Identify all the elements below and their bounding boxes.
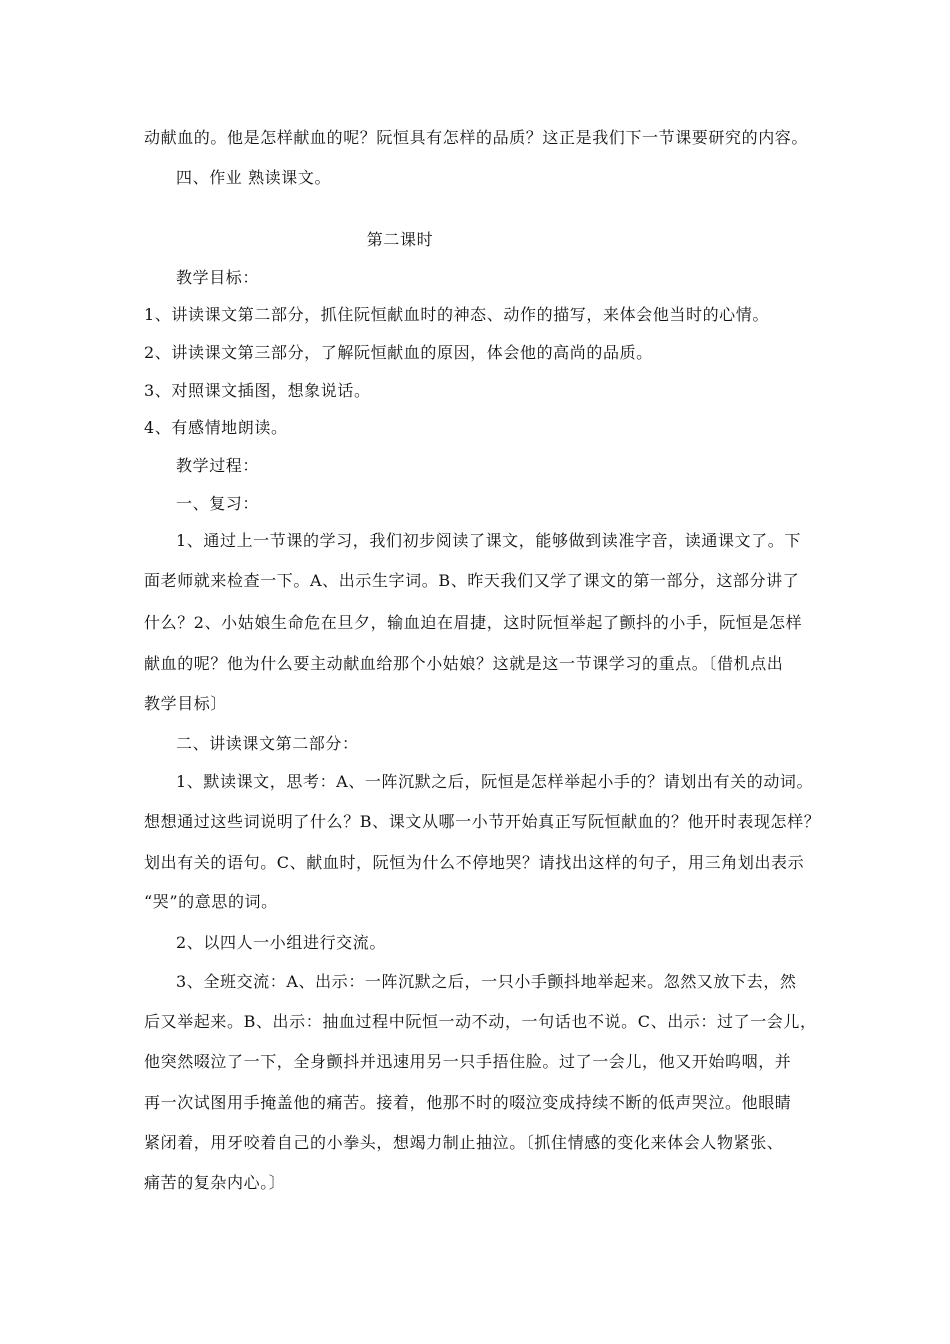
paragraph-line: 痛苦的复杂内心。〕 <box>144 1173 286 1192</box>
paragraph-line: 想想通过这些词说明了什么？B、课文从哪一小节开始真正写阮恒献血的？他开时表现怎样？ <box>144 812 821 831</box>
paragraph-line: 动献血的。他是怎样献血的呢？阮恒具有怎样的品质？这正是我们下一节课要研究的内容。 <box>144 128 809 147</box>
paragraph-line: 1、通过上一节课的学习，我们初步阅读了课文，能够做到读准字音，读通课文了。下 <box>176 531 801 550</box>
objective-item: 3、对照课文插图，想象说话。 <box>144 381 371 400</box>
objective-item: 4、有感情地朗读。 <box>144 418 288 437</box>
paragraph-line: 3、全班交流：A、出示：一阵沉默之后，一只小手颤抖地举起来。忽然又放下去，然 <box>176 972 797 991</box>
paragraph-line: 划出有关的语句。C、献血时，阮恒为什么不停地哭？请找出这样的句子，用三角划出表示 <box>144 853 805 872</box>
objectives-heading: 教学目标： <box>176 268 260 287</box>
objective-item: 2、讲读课文第三部分，了解阮恒献血的原因，体会他的高尚的品质。 <box>144 343 653 362</box>
paragraph-line: “哭”的意思的词。 <box>144 892 278 911</box>
process-heading: 教学过程： <box>176 456 260 475</box>
paragraph-line: 2、以四人一小组进行交流。 <box>176 933 386 952</box>
paragraph-line: 他突然啜泣了一下，全身颤抖并迅速用另一只手捂住脸。过了一会儿，他又开始呜咽，并 <box>144 1052 792 1071</box>
paragraph-line: 面老师就来检查一下。A、出示生字词。B、昨天我们又学了课文的第一部分，这部分讲了 <box>144 571 800 590</box>
section-heading: 二、讲读课文第二部分： <box>176 734 359 753</box>
paragraph-line: 献血的呢？他为什么要主动献血给那个小姑娘？这就是这一节课学习的重点。〔借机点出 <box>144 654 784 673</box>
objective-item: 1、讲读课文第二部分，抓住阮恒献血时的神态、动作的描写，来体会他当时的心情。 <box>144 305 769 324</box>
paragraph-line: 再一次试图用手掩盖他的痛苦。接着，他那不时的啜泣变成持续不断的低声哭泣。他眼睛 <box>144 1093 792 1112</box>
paragraph-line: 什么？2、小姑娘生命危在旦夕，输血迫在眉捷，这时阮恒举起了颤抖的小手，阮恒是怎样 <box>144 613 803 632</box>
homework-heading: 四、作业 熟读课文。 <box>176 168 332 187</box>
paragraph-line: 紧闭着，用牙咬着自己的小拳头，想竭力制止抽泣。〔抓住情感的变化来体会人物紧张、 <box>144 1133 784 1152</box>
section-title: 第二课时 <box>366 230 434 249</box>
paragraph-line: 后又举起来。B、出示：抽血过程中阮恒一动不动，一句话也不说。C、出示：过了一会儿， <box>144 1012 817 1031</box>
paragraph-line: 1、默读课文，思考：A、一阵沉默之后，阮恒是怎样举起小手的？请划出有关的动词。 <box>176 772 814 791</box>
paragraph-line: 教学目标〕 <box>144 694 228 713</box>
review-heading: 一、复习： <box>176 494 260 513</box>
